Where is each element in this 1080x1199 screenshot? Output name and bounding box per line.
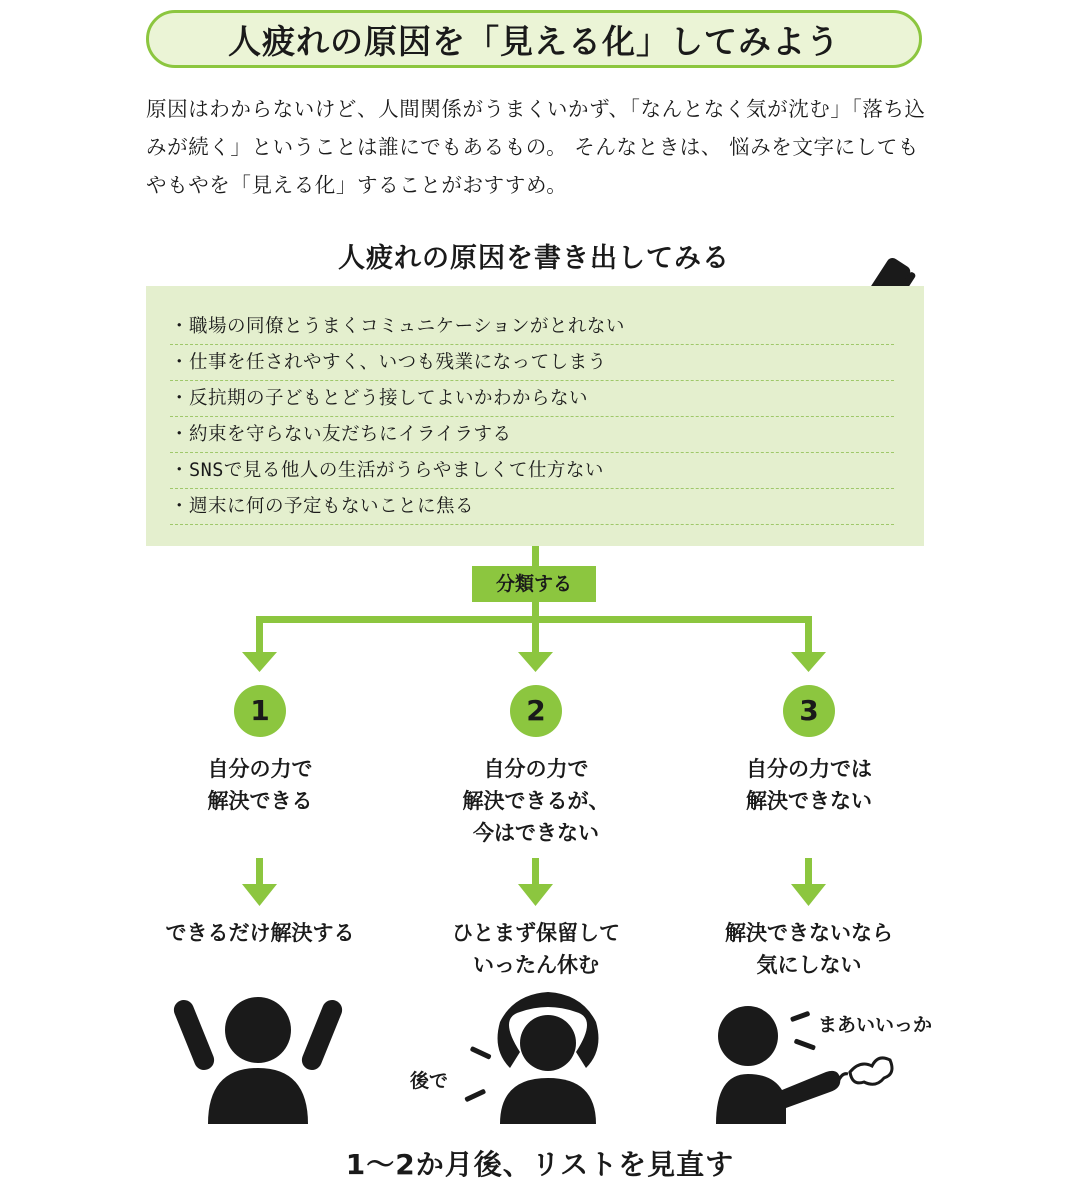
action-2: ひとまず保留して いったん休む [452,921,620,977]
step-number-3: 3 [783,685,835,737]
category-3: 自分の力では 解決できない [746,757,872,813]
action-3: 解決できないなら 気にしない [725,921,893,977]
category-2: 自分の力で 解決できるが、 今はできない [462,757,610,845]
category-1: 自分の力で 解決できる [207,757,313,813]
classify-badge: 分類する [472,566,596,602]
list-item: ・SNSで見る他人の生活がうらやましくて仕方ない [170,452,894,489]
section-title: 人疲れの原因を書き出してみる [338,243,730,274]
page-title: 人疲れの原因を「見える化」してみよう [228,21,840,61]
person-cheering-icon [171,997,345,1124]
list-item: ・反抗期の子どもとどう接してよいかわからない [170,380,894,417]
step-number-2: 2 [510,685,562,737]
whatever-note: まあいいっか [818,1014,933,1036]
later-note: 後で [410,1070,449,1092]
intro-text: 原因はわからないけど、人間関係がうまくいかず、「なんとなく気が沈む」「落ち込みが続く」ということは誰にでもあるもの。 そんなときは、 悩みを文字にしてもやもやを「見える化」することがおすすめ。 [146,97,926,197]
action-1: できるだけ解決する [165,921,355,945]
list-item: ・仕事を任されやすく、いつも残業になってしまう [170,344,894,381]
list-item: ・約束を守らない友だちにイライラする [170,416,894,453]
step-number-1: 1 [234,685,286,737]
person-relaxing-icon [464,992,598,1124]
list-item: ・週末に何の予定もないことに焦る [170,488,894,525]
list-item: ・職場の同僚とうまくコミュニケーションがとれない [170,308,894,345]
footer-text: 1～2か月後、リストを見直す [345,1148,735,1181]
